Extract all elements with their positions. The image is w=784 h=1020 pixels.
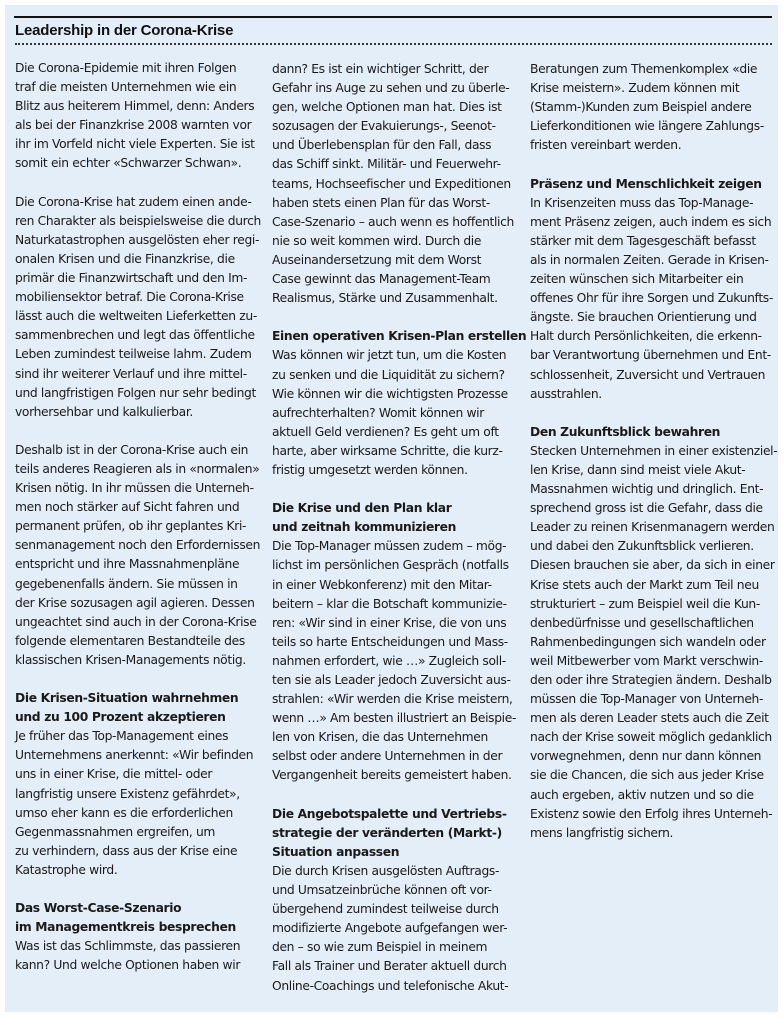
body-text-line: ängste. Sie brauchen Orientierung und (530, 310, 757, 325)
section-heading-line: Das Worst-Case-Szenario (15, 901, 182, 916)
body-text-line: sie die Chancen, die sich aus jeder Krise (530, 768, 764, 783)
title-dotted-rule (15, 43, 772, 45)
body-text-line: Krise meistern». Zudem können mit (530, 81, 740, 96)
body-text-line: stärker mit dem Tagesgeschäft befasst (530, 233, 756, 248)
body-text-line: Online-Coachings und telefonische Akut- (272, 978, 509, 993)
body-text-line: teils so harte Entscheidungen und Mass- (272, 634, 508, 649)
article-section (272, 499, 516, 785)
body-text-line: sozusagen der Evakuierungs-, Seenot- (272, 119, 496, 134)
body-text-line: Die Corona-Krise hat zudem einen ande- (15, 194, 252, 209)
body-text-line: aufrechterhalten? Womit können wir (272, 405, 484, 420)
article-section (15, 689, 259, 880)
body-text-line: traf die meisten Unternehmen wie ein (15, 80, 237, 95)
body-text-line: denbedürfnisse und gesellschaftlichen (530, 615, 754, 630)
article-paragraph (15, 59, 259, 174)
body-text-line: zeiten wünschen sich Mitarbeiter ein (530, 272, 744, 287)
body-text-line: Realismus, Stärke und Zusammenhalt. (272, 291, 498, 306)
section-heading-line: und zu 100 Prozent akzeptieren (15, 710, 226, 725)
body-text-line: uns in einer Krise, die mittel- oder (15, 767, 213, 782)
body-text-line: Fall als Trainer und Berater aktuell durch (272, 959, 507, 974)
body-text-line: ausstrahlen. (530, 386, 602, 401)
body-text-line: als in normalen Zeiten. Gerade in Krisen- (530, 252, 769, 267)
paragraph-spacer (15, 422, 259, 441)
article-paragraph (15, 193, 259, 422)
body-text-line: modifizierte Angebote aufgefangen wer- (272, 921, 508, 936)
body-text-line: haben stets einen Plan für das Worst- (272, 195, 490, 210)
body-text-line: sind ihr weiterer Verlauf und ihre mittel- (15, 366, 247, 381)
top-rule (14, 16, 772, 18)
paragraph-spacer (272, 308, 516, 327)
body-text-line: schlossenheit, Zuversicht und Vertrauen (530, 367, 766, 382)
body-text-line: primär die Finanzwirtschaft und den Im- (15, 271, 248, 286)
body-text-line: (Stamm-)Kunden zum Beispiel andere (530, 100, 752, 115)
paragraph-spacer (272, 786, 516, 805)
body-text-line: Auseinandersetzung mit dem Worst (272, 252, 482, 267)
body-text-line: dann? Es ist ein wichtiger Schritt, der (272, 62, 489, 76)
body-text-line: sammenbrechen und legt das öffentliche (15, 328, 255, 343)
body-text-line: als bei der Finanzkrise 2008 warnten vor (15, 118, 252, 133)
body-text-line: Die Top-Manager müssen zudem – mög- (272, 539, 507, 554)
body-text-line: nahmen erfordert, wie …» Zugleich soll- (272, 653, 506, 668)
body-text-line: Deshalb ist in der Corona-Krise auch ein (15, 442, 249, 457)
body-text-line: in einer Webkonferenz) mit den Mitar- (272, 577, 492, 592)
body-text-line: fristen vereinbart werden. (530, 138, 682, 153)
body-text-line: entspricht und ihre Massnahmenpläne (15, 557, 240, 572)
article-section (530, 175, 774, 404)
body-text-line: mobiliensektor betraf. Die Corona-Krise (15, 290, 244, 305)
body-text-line: Gefahr ins Auge zu sehen und zu überle- (272, 81, 510, 96)
body-text-line: nie so weit kommen wird. Durch die (272, 233, 482, 248)
section-heading-line: im Managementkreis besprechen (15, 920, 236, 935)
section-heading-line: strategie der veränderten (Markt-) (272, 825, 502, 840)
paragraph-spacer (272, 480, 516, 499)
body-text-line: Die Corona-Epidemie mit ihren Folgen (15, 61, 237, 75)
body-text-line: fristig umgesetzt werden können. (272, 462, 468, 477)
body-text-line: und Überlebensplan für den Fall, dass (272, 138, 492, 153)
section-heading-line: Die Angebotspalette und Vertriebs- (272, 806, 507, 821)
paragraph-spacer (15, 174, 259, 193)
body-text-line: lässt auch die weltweiten Lieferketten zu- (15, 309, 257, 324)
body-text-line: ungeachtet sind auch in der Corona-Krise (15, 614, 257, 629)
article-paragraph (272, 60, 516, 308)
body-text-line: Unternehmens anerkennt: «Wir befinden (15, 748, 254, 763)
paragraph-spacer (530, 155, 774, 174)
body-text-line: Vergangenheit bereits gemeistert haben. (272, 768, 512, 783)
section-heading-line: Einen operativen Krisen-Plan erstellen (272, 329, 527, 344)
column-1 (15, 59, 259, 976)
body-text-line: das Schiff sinkt. Militär- und Feuerwehr- (272, 157, 501, 172)
body-text-line: ren Charakter als beispielsweise die durch (15, 213, 261, 228)
body-text-line: len Krise, dann sind meist viele Akut- (530, 462, 746, 477)
body-text-line: Massnahmen wichtig und dringlich. Ent- (530, 482, 764, 497)
body-text-line: Wie können wir die wichtigsten Prozesse (272, 386, 508, 401)
body-text-line: ren: «Wir sind in einer Krise, die von uns (272, 615, 507, 630)
section-heading-line: Den Zukunftsblick bewahren (530, 424, 721, 439)
body-text-line: Krise stets auch der Markt zum Teil neu (530, 577, 759, 592)
body-text-line: gegebenenfalls ändern. Sie müssen in (15, 576, 238, 591)
body-text-line: müssen die Top-Manager von Unterneh- (530, 692, 764, 707)
section-heading-line: und zeitnah kommunizieren (272, 520, 457, 535)
body-text-line: Lieferkonditionen wie längere Zahlungs- (530, 119, 764, 134)
body-text-line: lichst im persönlichen Gespräch (notfalls (272, 558, 509, 573)
body-text-line: sprechend gross ist die Gefahr, dass die (530, 501, 763, 516)
article-section (530, 423, 778, 843)
body-text-line: klassischen Krisen-Managements nötig. (15, 652, 246, 667)
body-text-line: Beratungen zum Themenkomplex «die (530, 62, 758, 76)
article-section (272, 805, 516, 996)
body-text-line: Case gewinnt das Management-Team (272, 272, 491, 287)
body-text-line: Case-Szenario – auch wenn es hoffentlich (272, 214, 514, 229)
body-text-line: teils anderes Reagieren als in «normalen» (15, 461, 260, 476)
section-heading-line: Die Krisen-Situation wahrnehmen (15, 691, 239, 706)
body-text-line: onalen Krisen und die Finanzkrise, die (15, 251, 235, 266)
body-text-line: den oder ihre Strategien ändern. Deshalb (530, 673, 772, 687)
body-text-line: weil Mitbewerber vom Markt verschwin- (530, 653, 763, 668)
column-3 (530, 60, 778, 843)
body-text-line: ment Präsenz zeigen, auch indem es sich (530, 214, 772, 229)
body-text-line: men noch stärker auf Sicht fahren und (15, 500, 240, 515)
body-text-line: wenn …» Am besten illustriert an Beispie- (272, 711, 517, 726)
body-text-line: In Krisenzeiten muss das Top-Manage- (530, 195, 754, 210)
column-2 (272, 60, 527, 996)
section-heading-line: Situation anpassen (272, 844, 400, 859)
article-section (272, 327, 527, 480)
body-text-line: ihr im Vorfeld nicht viele Experten. Sie ist (15, 137, 255, 152)
body-text-line: somit ein echter «Schwarzer Schwan». (15, 156, 242, 171)
body-text-line: aktuell Geld verdienen? Es geht um oft (272, 424, 499, 439)
section-heading-line: Die Krise und den Plan klar (272, 501, 452, 516)
body-text-line: Rahmenbedingungen sich wandeln oder (530, 634, 766, 649)
body-text-line: und Umsatzeinbrüche können oft vor- (272, 883, 492, 898)
body-text-line: len von Krisen, die das Unternehmen (272, 730, 488, 745)
body-text-line: den – so wie zum Beispiel in meinem (272, 940, 488, 955)
article-paragraph (530, 60, 774, 155)
body-text-line: auch ergeben, aktiv nutzen und so die (530, 787, 754, 802)
paragraph-spacer (15, 670, 259, 689)
article-title: Leadership in der Corona-Krise (15, 22, 234, 39)
body-text-line: langfristig unsere Existenz gefährdet», (15, 786, 240, 801)
body-text-line: men als deren Leader stets auch die Zeit (530, 711, 769, 726)
body-text-line: strukturiert – zum Beispiel weil die Kun- (530, 596, 760, 611)
paragraph-spacer (530, 404, 774, 423)
body-text-line: kann? Und welche Optionen haben wir (15, 958, 241, 973)
body-text-line: nach der Krise soweit möglich gedanklich (530, 730, 772, 745)
body-text-line: vorhersehbar und kalkulierbar. (15, 404, 193, 419)
paragraph-spacer (15, 880, 259, 899)
body-text-line: Die durch Krisen ausgelösten Auftrags- (272, 863, 500, 878)
section-heading-line: Präsenz und Menschlichkeit zeigen (530, 176, 762, 191)
body-text-line: und dabei den Zukunftsblick verlieren. (530, 539, 754, 554)
body-text-line: selbst oder andere Unternehmen in der (272, 749, 503, 764)
body-text-line: teams, Hochseefischer und Expeditionen (272, 176, 511, 191)
article-section (15, 899, 259, 975)
body-text-line: Leader zu reinen Krisenmanagern werden (530, 520, 775, 535)
body-text-line: beitern – klar die Botschaft kommunizie- (272, 596, 507, 611)
body-text-line: und langfristigen Folgen nur sehr bedingt (15, 385, 256, 400)
body-text-line: Krisen nötig. In ihr müssen die Unterneh- (15, 481, 254, 496)
article-paragraph (15, 441, 259, 670)
body-text-line: Stecken Unternehmen in einer existenziel- (530, 443, 778, 458)
body-text-line: Was können wir jetzt tun, um die Kosten (272, 348, 507, 363)
body-text-line: gen, welche Optionen man hat. Dies ist (272, 100, 502, 115)
article-panel (5, 5, 778, 1012)
body-text-line: der Krise sozusagen agil agieren. Dessen (15, 595, 255, 610)
body-text-line: permanent prüfen, ob ihr geplantes Kri- (15, 519, 247, 534)
body-text-line: folgende elementaren Bestandteile des (15, 633, 245, 648)
body-text-line: harte, aber wirksame Schritte, die kurz- (272, 443, 503, 458)
body-text-line: umso eher kann es die erforderlichen (15, 805, 233, 820)
body-text-line: Existenz sowie den Erfolg ihres Unterneh- (530, 806, 773, 821)
body-text-line: zu senken und die Liquidität zu sichern? (272, 367, 505, 382)
body-text-line: senmanagement noch den Erfordernissen (15, 538, 261, 553)
body-text-line: bar Verantwortung übernehmen und Ent- (530, 348, 771, 363)
body-text-line: Naturkatastrophen ausgelösten eher regi- (15, 232, 260, 247)
body-text-line: Was ist das Schlimmste, das passieren (15, 939, 241, 954)
body-text-line: Leben zumindest teilweise lahm. Zudem (15, 347, 252, 362)
body-text-line: strahlen: «Wir werden die Krise meistern, (272, 692, 513, 707)
body-text-line: ten sie als Leader jedoch Zuversicht aus- (272, 673, 511, 687)
body-text-line: übergehend zumindest teilweise durch (272, 902, 499, 917)
body-text-line: vorwegnehmen, denn nur dann können (530, 749, 762, 764)
body-text-line: Gegenmassnahmen ergreifen, um (15, 824, 216, 839)
body-text-line: Katastrophe wird. (15, 862, 118, 877)
body-text-line: mens langfristig sichern. (530, 825, 674, 840)
body-text-line: zu verhindern, dass aus der Krise eine (15, 843, 238, 858)
body-text-line: Halt durch Persönlichkeiten, die erkenn- (530, 329, 762, 344)
body-text-line: offenes Ohr für ihre Sorgen und Zukunfts- (530, 291, 773, 306)
body-text-line: Blitz aus heiterem Himmel, denn: Anders (15, 99, 255, 114)
body-text-line: Je früher das Top-Management eines (15, 729, 229, 744)
body-text-line: Diesen brauchen sie aber, da sich in einer (530, 558, 775, 573)
